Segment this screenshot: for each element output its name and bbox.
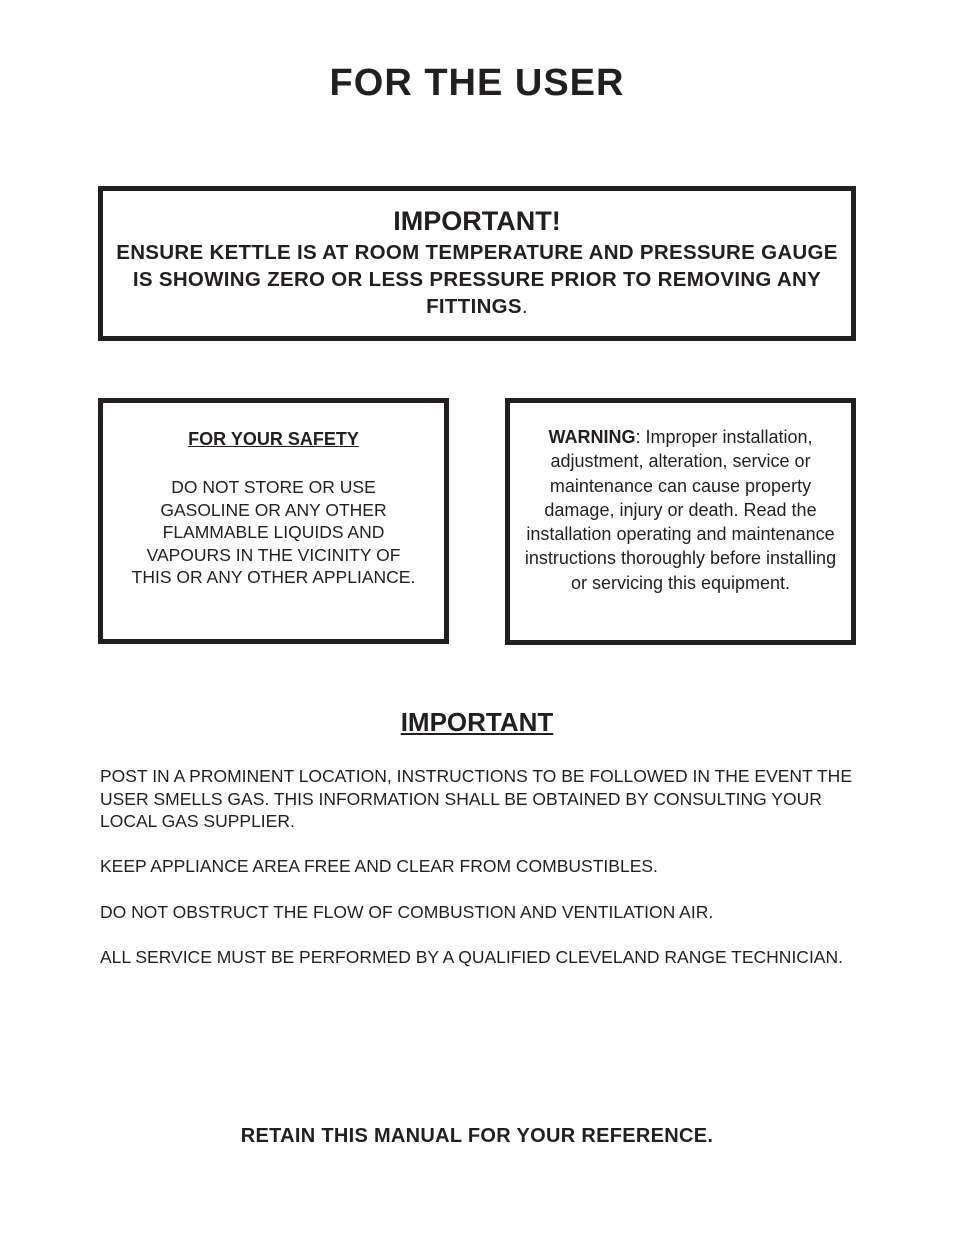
safety-notice-box [98, 398, 449, 644]
page-title: FOR THE USER [329, 62, 625, 104]
important-paragraph: KEEP APPLIANCE AREA FREE AND CLEAR FROM COMBUSTIBLES. [100, 856, 658, 877]
important-paragraph: DO NOT OBSTRUCT THE FLOW OF COMBUSTION AND VENTILATION AIR. [100, 901, 714, 922]
warning-label: WARNING [548, 427, 636, 447]
important-paragraph: POST IN A PROMINENT LOCATION, INSTRUCTIONS TO BE FOLLOWED IN THE EVENT THE USER SMELLS GAS. THIS INFORMATION SHALL BE OBTAINED BY CONSULTING YOUR LOCAL GAS SUPPLIER. [100, 766, 852, 832]
safety-notice-body: DO NOT STORE OR USE GASOLINE OR ANY OTHER FLAMMABLE LIQUIDS AND VAPOURS IN THE VICINITY OF THIS OR ANY OTHER APPLIANCE. [131, 477, 416, 587]
warning-notice-box [505, 398, 856, 645]
important-section-heading: IMPORTANT [400, 707, 554, 737]
important-notice-box [98, 186, 856, 341]
important-notice-heading: IMPORTANT! [393, 206, 561, 236]
important-paragraph: ALL SERVICE MUST BE PERFORMED BY A QUALIFIED CLEVELAND RANGE TECHNICIAN. [100, 946, 843, 967]
important-section-body [100, 765, 854, 991]
important-notice-period: . [521, 295, 528, 318]
important-notice-text [103, 239, 851, 320]
warning-notice-text [522, 425, 839, 595]
warning-notice-body: : Improper installation, adjustment, alteration, service or maintenance can cause property damage, injury or death. Read the installation operating and maintenance instructions thoroughly before installing or servicing this equipment. [524, 427, 837, 593]
footer-note: RETAIN THIS MANUAL FOR YOUR REFERENCE. [240, 1125, 714, 1147]
safety-notice-heading: FOR YOUR SAFETY [188, 429, 359, 449]
important-notice-body: ENSURE KETTLE IS AT ROOM TEMPERATURE AND PRESSURE GAUGE IS SHOWING ZERO OR LESS PRESSURE PRIOR TO REMOVING ANY FITTINGS [116, 241, 838, 318]
